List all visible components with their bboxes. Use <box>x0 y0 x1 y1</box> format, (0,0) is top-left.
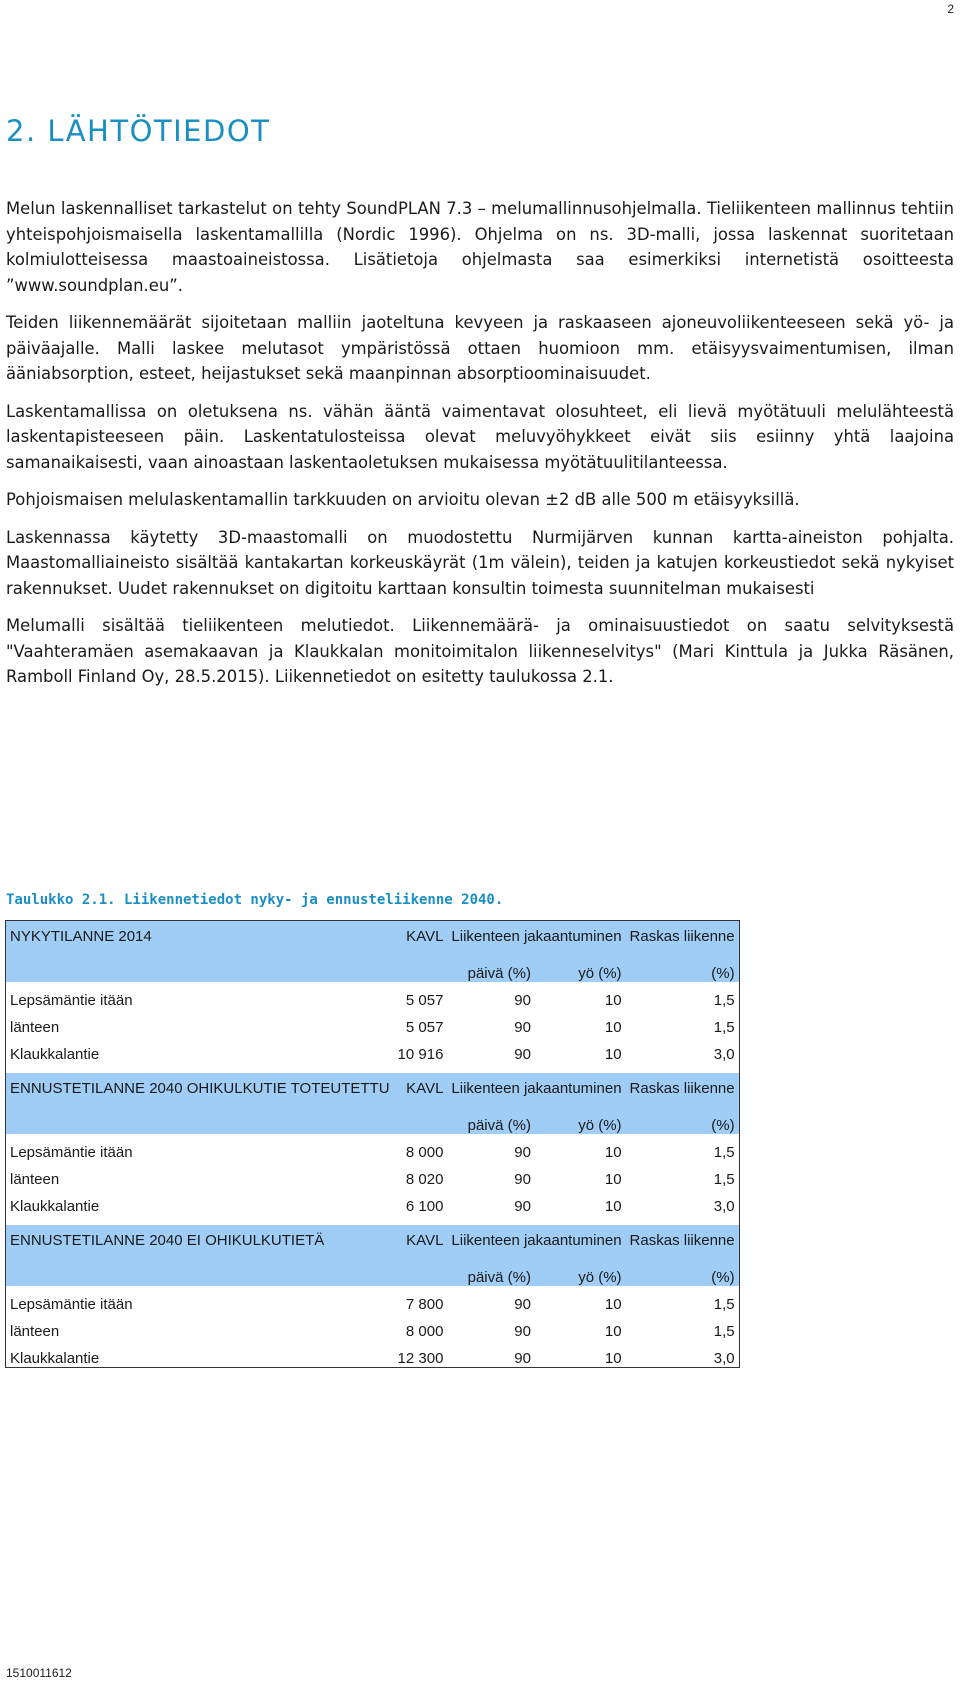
road-name: länteen <box>10 1323 60 1340</box>
heavy-unit: (%) <box>626 1259 740 1286</box>
paragraph: Pohjoismaisen melulaskentamallin tarkkuuden on arvioitu olevan ±2 dB alle 500 m etäisyyksillä. <box>6 490 800 509</box>
road-name: Klaukkalantie <box>10 1198 100 1215</box>
section-heading: 2. LÄHTÖTIEDOT <box>6 114 271 148</box>
kavl-value: 8 020 <box>405 1171 444 1188</box>
day-value: 90 <box>514 1019 531 1036</box>
table-row <box>6 982 740 1009</box>
table-section-header <box>6 1225 740 1259</box>
table-subheader <box>6 1259 740 1286</box>
body-text <box>6 196 954 702</box>
heavy-value: 3,0 <box>713 1350 735 1367</box>
table-row <box>6 1313 740 1340</box>
heavy-header: Raskas liikenne <box>626 921 740 956</box>
night-value: 10 <box>604 1046 622 1063</box>
traffic-table <box>5 920 740 1368</box>
day-value: 90 <box>514 1198 531 1215</box>
paragraph: Melun laskennalliset tarkastelut on tehty SoundPLAN 7.3 – melumallinnusohjelmalla. Tieliikenteen mallinnus tehtiin yhteispohjoismaisella laskentamallilla (Nordic 1996). Ohjelma on ns. 3D-malli, jossa laskennat suoritetaan kolmiulotteisessa maastoaineistossa. Lisätietoja ohjelmasta saa esimerkiksi internetistä osoitteesta ”www.soundplan.eu”. <box>6 199 954 295</box>
split-header: Liikenteen jakaantuminen <box>447 1225 625 1259</box>
table-spacer <box>6 1215 740 1225</box>
section-title: ENNUSTETILANNE 2040 EI OHIKULKUTIETÄ <box>6 1225 394 1259</box>
night-header: yö (%) <box>535 1107 626 1134</box>
section-title: ENNUSTETILANNE 2040 OHIKULKUTIE TOTEUTETTU <box>6 1073 394 1107</box>
kavl-value: 12 300 <box>397 1350 444 1367</box>
day-value: 90 <box>514 992 531 1009</box>
page-number: 2 <box>947 2 954 16</box>
night-value: 10 <box>604 1171 622 1188</box>
night-value: 10 <box>604 1296 622 1313</box>
table-subheader <box>6 955 740 982</box>
heavy-header: Raskas liikenne <box>626 1225 740 1259</box>
kavl-value: 7 800 <box>405 1296 444 1313</box>
paragraph: Melumalli sisältää tieliikenteen melutiedot. Liikennemäärä- ja ominaisuustiedot on saatu selvityksestä "Vaahteramäen asemakaavan ja Klaukkalan monitoimitalon liikenneselvitys" (Mari Kinttula ja Jukka Räsänen, Ramboll Finland Oy, 28.5.2015). Liikennetiedot on esitetty taulukossa 2.1. <box>6 616 954 686</box>
heavy-value: 3,0 <box>713 1198 735 1215</box>
table-section-header <box>6 1073 740 1107</box>
night-value: 10 <box>604 992 622 1009</box>
day-header: päivä (%) <box>447 1259 535 1286</box>
table-row <box>6 1134 740 1161</box>
kavl-value: 8 000 <box>405 1323 444 1340</box>
day-value: 90 <box>514 1046 531 1063</box>
heavy-value: 1,5 <box>713 1296 735 1313</box>
heavy-value: 3,0 <box>713 1046 735 1063</box>
paragraph: Laskentamallissa on oletuksena ns. vähän ääntä vaimentavat olosuhteet, eli lievä myötätuuli melulähteestä laskentapisteeseen päin. Laskentatulosteissa olevat meluvyöhykkeet eivät siis esiinny yhtä laajoina samanaikaisesti, vaan ainoastaan laskentaoletuksen mukaisessa myötätuulitilanteessa. <box>6 401 954 472</box>
table-row <box>6 1036 740 1063</box>
table-spacer <box>6 1063 740 1073</box>
heavy-unit: (%) <box>626 955 740 982</box>
table-row <box>6 1188 740 1215</box>
day-value: 90 <box>514 1296 531 1313</box>
road-name: Lepsämäntie itään <box>10 992 133 1009</box>
heavy-header: Raskas liikenne <box>626 1073 740 1107</box>
table-section-header <box>6 921 740 956</box>
road-name: Lepsämäntie itään <box>10 1144 133 1161</box>
road-name: länteen <box>10 1171 60 1188</box>
night-value: 10 <box>604 1350 622 1367</box>
table-row <box>6 1286 740 1313</box>
kavl-header: KAVL <box>394 1225 448 1259</box>
night-value: 10 <box>604 1019 622 1036</box>
heavy-value: 1,5 <box>713 992 735 1009</box>
heavy-value: 1,5 <box>713 1144 735 1161</box>
night-value: 10 <box>604 1144 622 1161</box>
paragraph: Laskennassa käytetty 3D-maastomalli on muodostettu Nurmijärven kunnan kartta-aineiston pohjalta. Maastomalliaineisto sisältää kantakartan korkeuskäyrät (1m välein), teiden ja katujen korkeustiedot sekä nykyiset rakennukset. Uudet rakennukset on digitoitu karttaan konsultin toimesta suunnitelman mukaisesti <box>6 527 954 598</box>
night-header: yö (%) <box>535 1259 626 1286</box>
kavl-value: 6 100 <box>405 1198 444 1215</box>
road-name: länteen <box>10 1019 60 1036</box>
road-name: Lepsämäntie itään <box>10 1296 133 1313</box>
night-header: yö (%) <box>535 955 626 982</box>
kavl-header: KAVL <box>394 921 448 956</box>
kavl-header: KAVL <box>394 1073 448 1107</box>
split-header: Liikenteen jakaantuminen <box>447 1073 625 1107</box>
table-row <box>6 1340 740 1368</box>
heavy-value: 1,5 <box>713 1019 735 1036</box>
section-title: NYKYTILANNE 2014 <box>6 921 394 956</box>
heavy-unit: (%) <box>626 1107 740 1134</box>
day-value: 90 <box>514 1350 531 1367</box>
day-value: 90 <box>514 1171 531 1188</box>
table-subheader <box>6 1107 740 1134</box>
paragraph: Teiden liikennemäärät sijoitetaan malliin jaoteltuna kevyeen ja raskaaseen ajoneuvoliikenteeseen sekä yö- ja päiväajalle. Malli laskee melutasot ympäristössä ottaen huomioon mm. etäisyysvaimentumisen, ilman ääniabsorption, esteet, heijastukset sekä maanpinnan absorptioominaisuudet. <box>6 313 954 383</box>
table-row <box>6 1009 740 1036</box>
day-header: päivä (%) <box>447 955 535 982</box>
kavl-value: 10 916 <box>397 1046 444 1063</box>
document-code: 1510011612 <box>6 1666 72 1680</box>
road-name: Klaukkalantie <box>10 1350 100 1367</box>
road-name: Klaukkalantie <box>10 1046 100 1063</box>
heavy-value: 1,5 <box>713 1171 735 1188</box>
split-header: Liikenteen jakaantuminen <box>447 921 625 956</box>
heavy-value: 1,5 <box>713 1323 735 1340</box>
night-value: 10 <box>604 1198 622 1215</box>
kavl-value: 5 057 <box>405 992 444 1009</box>
kavl-value: 8 000 <box>405 1144 444 1161</box>
day-header: päivä (%) <box>447 1107 535 1134</box>
night-value: 10 <box>604 1323 622 1340</box>
day-value: 90 <box>514 1323 531 1340</box>
table-caption: Taulukko 2.1. Liikennetiedot nyky- ja ennusteliikenne 2040. <box>6 892 504 908</box>
table-row <box>6 1161 740 1188</box>
kavl-value: 5 057 <box>405 1019 444 1036</box>
day-value: 90 <box>514 1144 531 1161</box>
